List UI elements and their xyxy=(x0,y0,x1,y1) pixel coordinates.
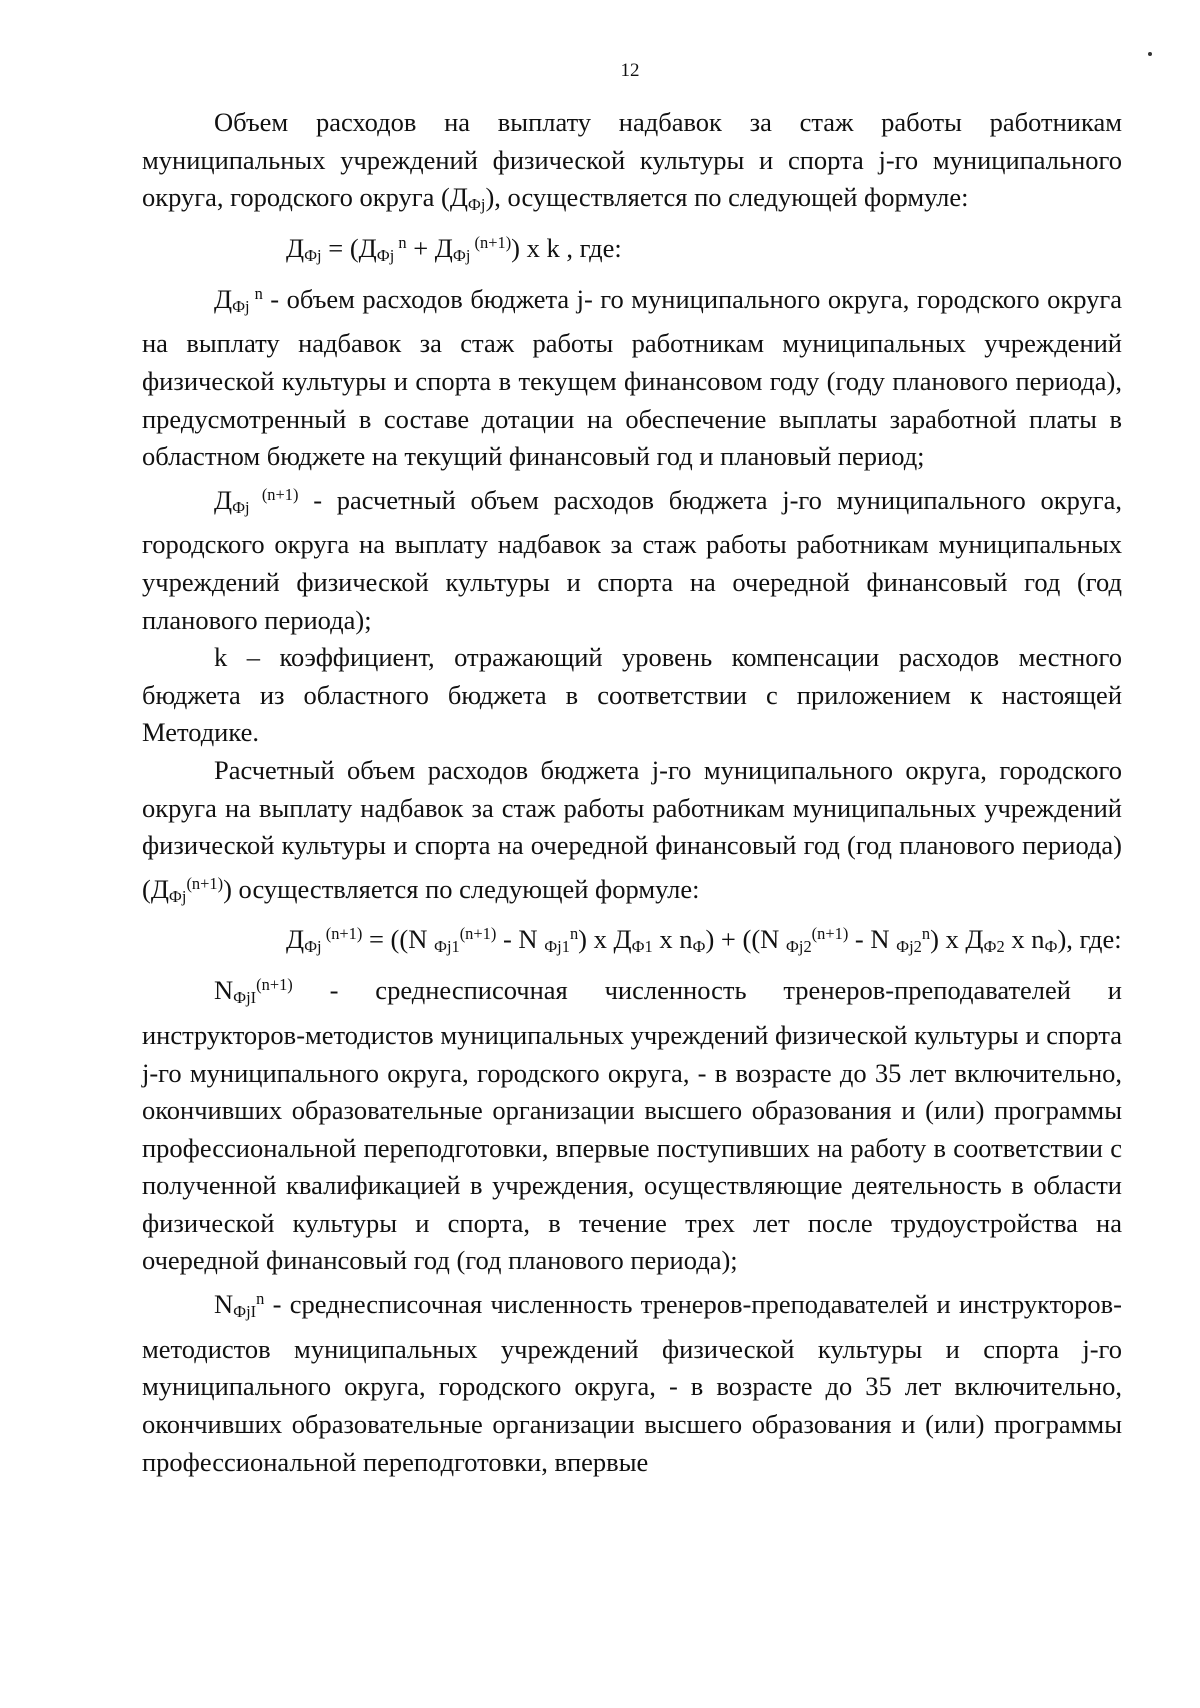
definition-dfj-n: $Д_{Фj}$ $^n$ - объем расходов бюджета j- го муниципального округа, городского округа на выплату надбавок за стаж работы работникам муниципальных учреждений физической культуры и спорта в текущем финансовом году (году планового периода), предусмотренный в составе дотации на обеспечение выплаты заработной платы в областном бюджете на текущий финансовый год и плановый период; xyxy=(142,283,1122,472)
page-number: 12 xyxy=(620,60,640,81)
definition-nfji-n1: $N_{ФjI}^{(n+1)}$ - среднесписочная численность тренеров-преподавателей и инструкторов-методистов муниципальных учреждений физической культуры и спорта j-го муниципального округа, городского округа, - в возрасте до 35 лет включительно, окончивших образовательные организации высшего образования и (или) программы профессиональной переподготовки, впервые поступивших на работу в соответствии с полученной квалификацией в учреждения, осуществляющие деятельность в области физической культуры и спорта, в течение трех лет после трудоустройства на очередной финансовый год (год планового периода); xyxy=(142,975,1122,1276)
definition-k: k – коэффициент, отражающий уровень компенсации расходов местного бюджета из областного бюджета в соответствии с приложением к настоящей Методике. xyxy=(142,642,1122,748)
definition-dfj-n1: $Д_{Фj}$ $^{(n+1)}$ - расчетный объем расходов бюджета j-го муниципального округа, городского округа на выплату надбавок за стаж работы работникам муниципальных учреждений физической культуры и спорта на очередной финансовый год (год планового периода); xyxy=(142,484,1123,635)
scan-speck xyxy=(1148,52,1152,56)
document-body xyxy=(142,104,1122,1481)
paragraph-intro: Объем расходов на выплату надбавок за стаж работы работникам муниципальных учреждений физической культуры и спорта j-го муниципального округа, городского округа $(Д_{Фj})$, осуществляется по следующей формуле: xyxy=(142,107,1122,215)
paragraph-calculated-volume: Расчетный объем расходов бюджета j-го муниципального округа, городского округа на выплату надбавок за стаж работы работникам муниципальных учреждений физической культуры и спорта на очередной финансовый год (год планового периода) $(Д_{Фj}^{(n+1)})$ осуществляется по следующей формуле: xyxy=(142,754,1122,906)
formula-calculated: $Д_{Фj}$ $^{(n+1)}$ = ((N $_{Фj1}^{(n+1)}$ - N $_{Фj1}^n$) х $Д_{Ф1}$ х $n_Ф) + ((N$ $_{Фj2}^{(n+1)}$ - N $_{Фj2}^n$) х $Д_{Ф2}$ х $n_Ф$), где: xyxy=(286,924,1122,957)
formula-total: $Д_{Фj} = (Д_{Фj}$ $^n + Д_{Фj}$ $^{(n+1)}$) х k , где: xyxy=(286,232,622,265)
definition-nfji-n: $N_{ФjI}^n$ - среднесписочная численность тренеров-преподавателей и инструкторов-методистов муниципальных учреждений физической культуры и спорта j-го муниципального округа, городского округа, - в возрасте до 35 лет включительно, окончивших образовательные организации высшего образования и (или) программы профессиональной переподготовки, впервые xyxy=(142,1289,1122,1477)
